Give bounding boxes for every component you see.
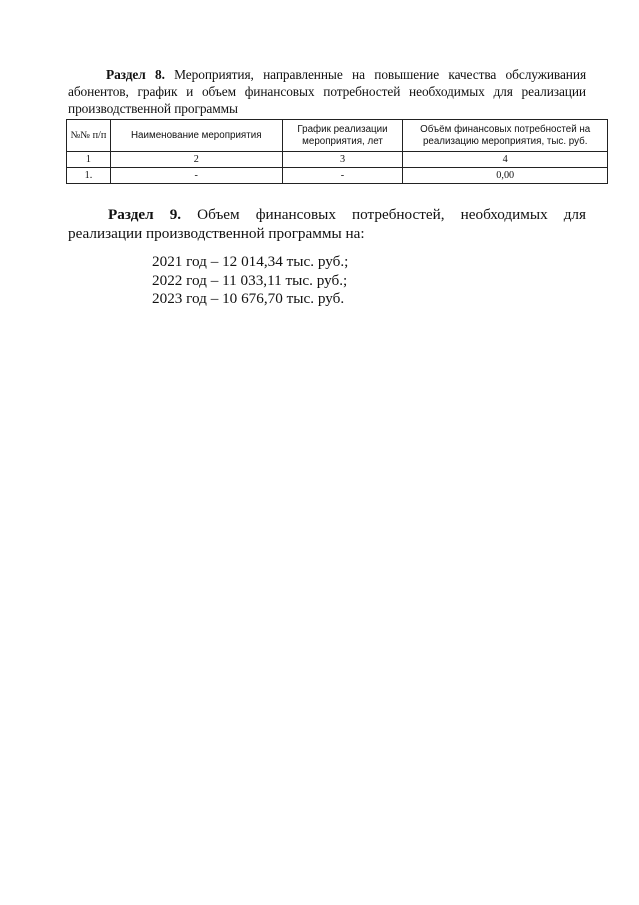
column-number-cell: 1: [67, 152, 111, 168]
column-number-cell: 3: [282, 152, 403, 168]
section-9-text-line2: реализации производственной программы на:: [68, 225, 365, 242]
year-2021-line: 2021 год – 12 014,34 тыс. руб.;: [152, 253, 349, 270]
table-column-number-row: [67, 152, 608, 168]
section-9-text-line1: Объем финансовых потребностей, необходимых для: [197, 206, 586, 223]
table-header-row: [67, 120, 608, 152]
section-8-text: Мероприятия, направленные на повышение качества обслуживания абонентов, график и объем финансовых потребностей необходимых для реализации производственной программы: [68, 67, 587, 116]
measures-table: [66, 119, 608, 184]
table-cell: -: [282, 168, 403, 184]
section-9-heading: Раздел 9.: [108, 206, 182, 223]
year-2023-line: 2023 год – 10 676,70 тыс. руб.: [152, 290, 345, 307]
table-cell: 0,00: [403, 168, 608, 184]
table-cell: 1.: [67, 168, 111, 184]
header-schedule: График реализации мероприятия, лет: [282, 120, 403, 152]
table-cell: -: [110, 168, 282, 184]
header-measure-name: Наименование мероприятия: [110, 120, 282, 152]
table-row: [67, 168, 608, 184]
section-8-heading: Раздел 8.: [106, 67, 165, 82]
header-number: №№ п/п: [67, 120, 111, 152]
year-2022-line: 2022 год – 11 033,11 тыс. руб.;: [152, 271, 348, 289]
column-number-cell: 2: [110, 152, 282, 168]
section-8-paragraph: [68, 66, 586, 117]
section-9-first-line: [68, 205, 586, 224]
column-number-cell: 4: [403, 152, 608, 168]
header-financial-needs: Объём финансовых потребностей на реализацию мероприятия, тыс. руб.: [403, 120, 608, 152]
section-9-paragraph: [68, 205, 586, 243]
yearly-financial-needs-list: [152, 253, 348, 309]
